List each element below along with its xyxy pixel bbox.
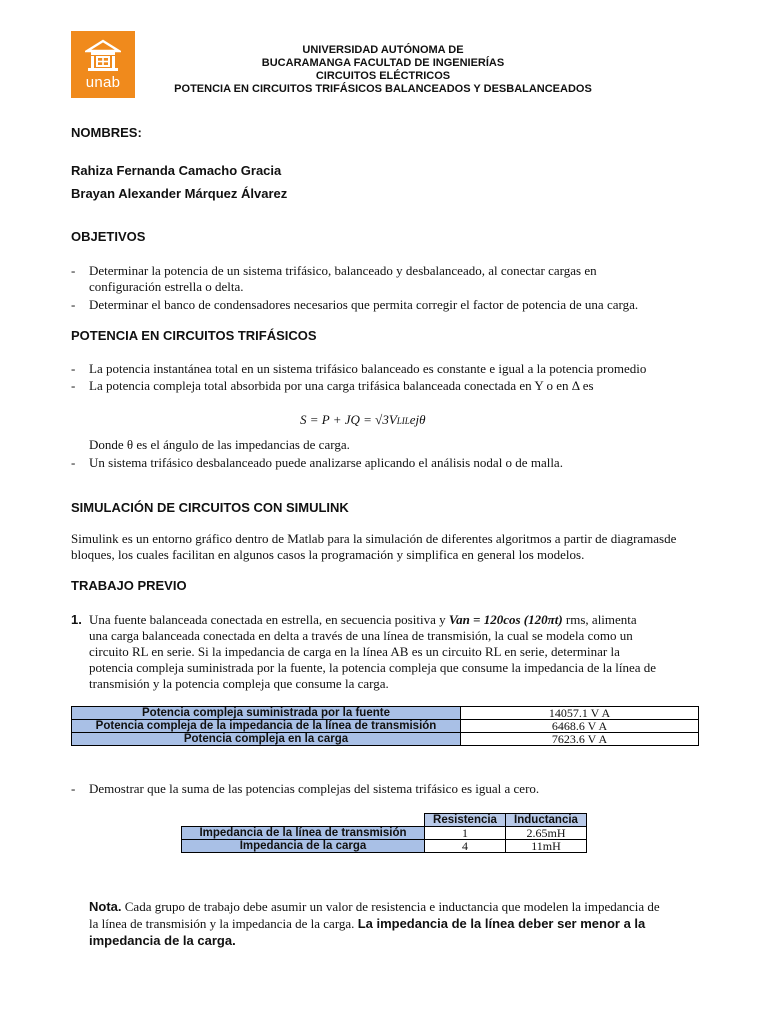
document-header xyxy=(140,44,626,96)
formula-main: S = P + JQ = √3V xyxy=(300,412,397,427)
nota-bold-2: impedancia de la carga. xyxy=(89,933,236,948)
table-row xyxy=(72,707,699,720)
objetivo-1-line-2: configuración estrella o delta. xyxy=(89,279,244,294)
simulink-heading: SIMULACIÓN DE CIRCUITOS CON SIMULINK xyxy=(71,500,349,515)
problem-line-3: circuito RL en serie. Si la impedancia de carga en la línea AB es un circuito RL en serie, determinar la xyxy=(89,644,620,659)
table-label: Impedancia de la carga xyxy=(182,840,425,853)
resistance-value: 1 xyxy=(425,827,506,840)
table-label: Potencia compleja de la impedancia de la línea de transmisión xyxy=(72,720,461,733)
potencia-item-2: - La potencia compleja total absorbida por una carga trifásica balanceada conectada en Y o en Δ es xyxy=(71,378,691,394)
problem-line-1b: rms, alimenta xyxy=(562,612,637,627)
table-label: Impedancia de la línea de transmisión xyxy=(182,827,425,840)
donde-text: Donde θ es el ángulo de las impedancias de carga. xyxy=(89,437,350,452)
formula-subscript: LIL xyxy=(396,416,410,426)
nota-label: Nota. xyxy=(89,899,122,914)
nota-paragraph xyxy=(89,898,701,949)
trabajo-heading: TRABAJO PREVIO xyxy=(71,578,187,593)
complex-power-formula xyxy=(300,412,426,428)
impedance-table xyxy=(181,813,587,853)
problem-line-2: una carga balanceada conectada en delta a través de una línea de transmisión, la cual se modela como un xyxy=(89,628,633,643)
resistance-value: 4 xyxy=(425,840,506,853)
potencia-3-text: Un sistema trifásico desbalanceado puede analizarse aplicando el análisis nodal o de malla. xyxy=(89,455,563,470)
student-name-1: Rahiza Fernanda Camacho Gracia xyxy=(71,163,282,178)
table-value: 7623.6 V A xyxy=(461,733,699,746)
simulink-line-1: Simulink es un entorno gráfico dentro de Matlab para la simulación de diferentes algoritmos a partir de diagramasde xyxy=(71,531,677,546)
inductance-header: Inductancia xyxy=(506,814,587,827)
table-row xyxy=(182,827,587,840)
table-row xyxy=(182,840,587,853)
potencia-heading: POTENCIA EN CIRCUITOS TRIFÁSICOS xyxy=(71,328,317,343)
nota-bold-1: La impedancia de la línea deber ser menor a la xyxy=(357,916,646,931)
table-value: 14057.1 V A xyxy=(461,707,699,720)
problem-statement xyxy=(89,612,699,692)
potencia-item-3: - Un sistema trifásico desbalanceado puede analizarse aplicando el análisis nodal o de malla. xyxy=(71,455,691,471)
names-heading: NOMBRES: xyxy=(71,125,142,140)
header-line-4: POTENCIA EN CIRCUITOS TRIFÁSICOS BALANCEADOS Y DESBALANCEADOS xyxy=(174,83,592,95)
potencia-2-text: La potencia compleja total absorbida por una carga trifásica balanceada conectada en Y o en Δ es xyxy=(89,378,594,393)
problem-line-4: potencia compleja suministrada por la fuente, la potencia compleja que consume la impedancia de la línea de xyxy=(89,660,657,675)
header-line-1: UNIVERSIDAD AUTÓNOMA DE xyxy=(302,44,464,56)
table-row xyxy=(72,733,699,746)
objetivos-heading: OBJETIVOS xyxy=(71,229,146,244)
university-building-icon xyxy=(85,39,121,73)
inductance-value: 2.65mH xyxy=(506,827,587,840)
header-line-2: BUCARAMANGA FACULTAD DE INGENIERÍAS xyxy=(261,57,505,69)
simulink-paragraph xyxy=(71,531,721,563)
objetivo-1-line-1: Determinar la potencia de un sistema trifásico, balanceado y desbalanceado, al conectar cargas en xyxy=(89,263,597,278)
simulink-line-2: bloques, los cuales facilitan en algunos casos la programación y simplifica en general los modelos. xyxy=(71,547,585,562)
source-voltage-expression: Van = 120cos (120πt) xyxy=(448,612,563,627)
logo-text: unab xyxy=(85,74,121,91)
objetivo-2-text: Determinar el banco de condensadores necesarios que permita corregir el factor de potencia de una carga. xyxy=(89,297,639,312)
table-label: Potencia compleja suministrada por la fuente xyxy=(72,707,461,720)
objetivo-item-2: - Determinar el banco de condensadores necesarios que permita corregir el factor de potencia de una carga. xyxy=(71,297,691,313)
unab-logo xyxy=(71,31,135,98)
formula-end: ejθ xyxy=(409,412,426,427)
nota-text-1: Cada grupo de trabajo debe asumir un valor de resistencia e inductancia que modelen la impedancia de xyxy=(121,899,660,914)
problem-number: 1. xyxy=(71,612,82,627)
table-header-row xyxy=(182,814,587,827)
objetivo-item-1: - Determinar la potencia de un sistema trifásico, balanceado y desbalanceado, al conectar cargas en configuración estrella o delta. xyxy=(71,263,597,294)
demostrar-item: - Demostrar que la suma de las potencias complejas del sistema trifásico es igual a cero. xyxy=(71,781,691,797)
potencia-item-1: - La potencia instantánea total en un sistema trifásico balanceado es constante e igual a la potencia promedio xyxy=(71,361,691,377)
problem-line-5: transmisión y la potencia compleja que consume la carga. xyxy=(89,676,389,691)
resistance-header: Resistencia xyxy=(425,814,506,827)
header-line-3: CIRCUITOS ELÉCTRICOS xyxy=(315,70,451,82)
nota-text-2: la línea de transmisión y la impedancia de la carga. xyxy=(89,916,358,931)
table-value: 6468.6 V A xyxy=(461,720,699,733)
potencia-1-text: La potencia instantánea total en un sistema trifásico balanceado es constante e igual a la potencia promedio xyxy=(89,361,647,376)
inductance-value: 11mH xyxy=(506,840,587,853)
table-row xyxy=(72,720,699,733)
demostrar-text: Demostrar que la suma de las potencias complejas del sistema trifásico es igual a cero. xyxy=(89,781,540,796)
student-name-2: Brayan Alexander Márquez Álvarez xyxy=(71,186,288,201)
problem-line-1a: Una fuente balanceada conectada en estrella, en secuencia positiva y xyxy=(89,612,449,627)
complex-power-table xyxy=(71,706,699,746)
table-label: Potencia compleja en la carga xyxy=(72,733,461,746)
